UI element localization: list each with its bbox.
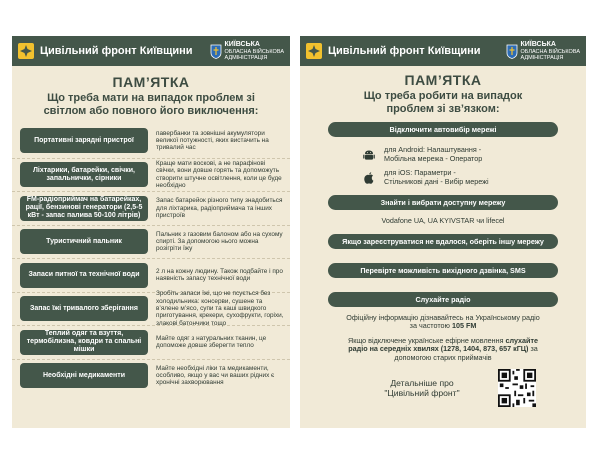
item-label: FM-радіоприймач на батарейках, рації, бензинові генератори (2,5-5 кВт - запас палива 50-100 літрів): [20, 196, 148, 221]
region-admin-label: КИЇВСЬКА ОБЛАСНА ВІЙСЬКОВА АДМІНІСТРАЦІЯ: [224, 41, 284, 61]
connectivity-leaflet: [300, 36, 586, 428]
item-label: Ліхтарики, батарейки, свічки, запальнички, сірники: [20, 162, 148, 187]
leaflet-header: [12, 36, 290, 66]
item-label: Теплий одяг та взуття, термобілизна, ковдри та спальні мішки: [20, 330, 148, 355]
page-subtitle: Що треба мати на випадок проблем зі світлом або повного його виключення:: [43, 92, 259, 117]
item-description: павербанки та зовнішні акумулятори великої потужності, яких вистачить на тривалий час: [156, 129, 269, 152]
list-item: [12, 292, 290, 326]
item-description: Зробіть запаси їжі, що не псується без холодильника: консерви, сушене та в’ялене м’ясо, супи та каші швидкого приготування, крекери, сухофрукти, горіхи, злакові батончики тощо: [156, 290, 284, 327]
apple-icon: [362, 171, 376, 185]
list-item: [12, 158, 290, 192]
coat-of-arms-icon: [506, 44, 518, 59]
item-label: Необхідні медикаменти: [20, 363, 148, 388]
android-path-text: для Android: Налаштування - Мобільна мережа - Оператор: [384, 145, 483, 163]
supply-list: [12, 124, 290, 392]
qr-code-icon[interactable]: [498, 369, 536, 407]
brand-title: Цивільний фронт Київщини: [328, 45, 481, 57]
item-label: Туристичний пальник: [20, 229, 148, 254]
list-item: [12, 359, 290, 393]
region-admin-label: КИЇВСЬКА ОБЛАСНА ВІЙСЬКОВА АДМІНІСТРАЦІЯ: [520, 41, 580, 61]
brand-title: Цивільний фронт Київщини: [40, 45, 193, 57]
item-description: Краще мати воскові, а не парафінові свічки, вони довше горять та допоможуть створити штучне освітлення, коли це буде необхідно: [156, 159, 282, 190]
civil-front-logo-icon: [306, 43, 322, 59]
item-description: Майте одяг з натуральних тканин, це допоможе довше зберегти тепло: [156, 334, 267, 350]
item-label: Запаси питної та технічної води: [20, 263, 148, 288]
civil-front-logo-icon: [18, 43, 34, 59]
item-label: Запас їжі тривалого зберігання: [20, 296, 148, 321]
radio-info-text: Офіційну інформацію дізнавайтесь на Українському радіо за частотою 105 FM: [346, 312, 540, 331]
step-choose-other-network: Якщо зареєструватися не вдалося, оберіть іншу мережу: [328, 234, 558, 249]
list-item: [12, 124, 290, 158]
operators-list: Vodafone UA, UA KYIVSTAR чи lifecel: [381, 216, 505, 225]
list-item: [12, 258, 290, 292]
android-instruction: [362, 146, 586, 163]
step-find-network: Знайти і вибрати доступну мережу: [328, 195, 558, 210]
coat-of-arms-icon: [210, 44, 222, 59]
ios-path-text: для iOS: Параметри - Стільникові дані - Вибір мережі: [384, 168, 489, 186]
item-description: Майте необхідні ліки та медикаменти, особливо, якщо у вас чи ваших рідних є хронічні захворювання: [156, 364, 275, 387]
item-description: 2 л на кожну людину. Також подбайте і про наявність запасу технічної води: [156, 267, 283, 283]
item-description: Запас батарейок різного типу знадобиться для ліхтарика, радіоприймача та інших пристроїв: [156, 197, 283, 219]
medium-wave-text: Якщо відключене українське ефірне мовлення слухайте радіо на середніх хвилях (1278, 1404, 873, 657 кГЦ) за допомогою старих приймачів: [348, 335, 538, 362]
page-subtitle: Що треба робити на випадок проблем зі зв’язком:: [363, 90, 523, 115]
step-listen-radio: Слухайте радіо: [328, 292, 558, 307]
power-outage-leaflet: [12, 36, 290, 428]
ios-instruction: [362, 169, 586, 186]
step-check-calls-sms: Перевірте можливість вихідного дзвінка, SMS: [328, 263, 558, 278]
page-title: ПАМ’ЯТКА: [112, 74, 190, 90]
android-icon: [362, 148, 376, 162]
item-description: Пальник з газовим балоном або на сухому спирті. За допомогою нього можна розігріти їжу: [156, 230, 283, 253]
item-label: Портативні зарядні пристрої: [20, 128, 148, 153]
page-title: ПАМ’ЯТКА: [404, 72, 482, 88]
list-item: [12, 225, 290, 259]
leaflet-footer: [300, 369, 586, 407]
leaflet-header: [300, 36, 586, 66]
list-item: [12, 191, 290, 225]
step-disable-auto-network: Відключити автовибір мережі: [328, 122, 558, 137]
more-info-text: Детальніше про "Цивільний фронт": [384, 377, 460, 398]
list-item: [12, 325, 290, 359]
